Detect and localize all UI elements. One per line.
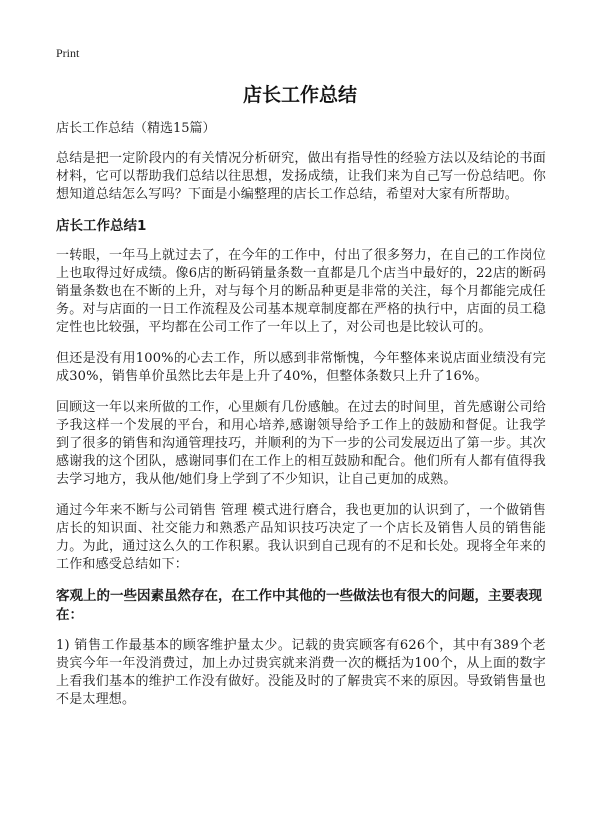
page-title: 店长工作总结 xyxy=(242,84,357,106)
print-link[interactable]: Print xyxy=(56,46,80,60)
body-paragraph-3: 回顾这一年以来所做的工作，心里颇有几份感触。在过去的时间里，首先感谢公司给予我这样一个发展的平台，和用心培养,感谢领导给予工作上的鼓励和督促。让我学到了很多的销售和沟通管理技巧，并顺利的为下一步的公司发展迈出了第一步。其次感谢我的这个团队，感谢同事们在工作上的相互鼓励和配合。他们所有人都有值得我去学习地方，我从他/她们身上学到了不少知识，让自己更加的成熟。 xyxy=(56,400,546,487)
document-body xyxy=(56,120,546,722)
intro-paragraph: 总结是把一定阶段内的有关情况分析研究，做出有指导性的经验方法以及结论的书面材料，它可以帮助我们总结以往思想，发扬成绩，让我们来为自己写一份总结吧。你想知道总结怎么写吗？下面是小编整理的店长工作总结，希望对大家有所帮助。 xyxy=(56,151,546,202)
section-heading: 店长工作总结1 xyxy=(56,218,147,234)
body-paragraph-1: 一转眼，一年马上就过去了，在今年的工作中，付出了很多努力，在自己的工作岗位上也取得过好成绩。像6店的断码销量条数一直都是几个店当中最好的，22店的断码销量条数也在不断的上升，对与每个月的断品种更是非常的关注，每个月都能完成任务。对与店面的一日工作流程及公司基本规章制度都在严格的执行中，店面的员工稳定性也比较强，平均都在公司工作了一年以上了，对公司也是比较认可的。 xyxy=(56,248,546,335)
bold-statement: 客观上的一些因素虽然存在，在工作中其他的一些做法也有很大的问题，主要表现在： xyxy=(56,588,542,623)
body-paragraph-2: 但还是没有用100%的心去工作，所以感到非常惭愧，今年整体来说店面业绩没有完成30%，销售单价虽然比去年是上升了40%，但整体条数只上升了16%。 xyxy=(56,351,546,384)
body-paragraph-4: 通过今年来不断与公司销售 管理 模式进行磨合，我也更加的认识到了，一个做销售店长的知识面、社交能力和熟悉产品知识技巧决定了一个店长及销售人员的销售能力。为此，通过这么久的工作积累。我认识到自己现有的不足和长处。现将全年来的工作和感受总结如下： xyxy=(56,503,546,572)
document-subtitle: 店长工作总结（精选15篇） xyxy=(56,121,216,136)
point-1-paragraph: 1) 销售工作最基本的顾客维护量太少。记载的贵宾顾客有626个，其中有389个老贵宾今年一年没消费过，加上办过贵宾就来消费一次的概括为100个，从上面的数字上看我们基本的维护工作没有做好。没能及时的了解贵宾不来的原因。导致销售量也不是太理想。 xyxy=(56,638,546,707)
